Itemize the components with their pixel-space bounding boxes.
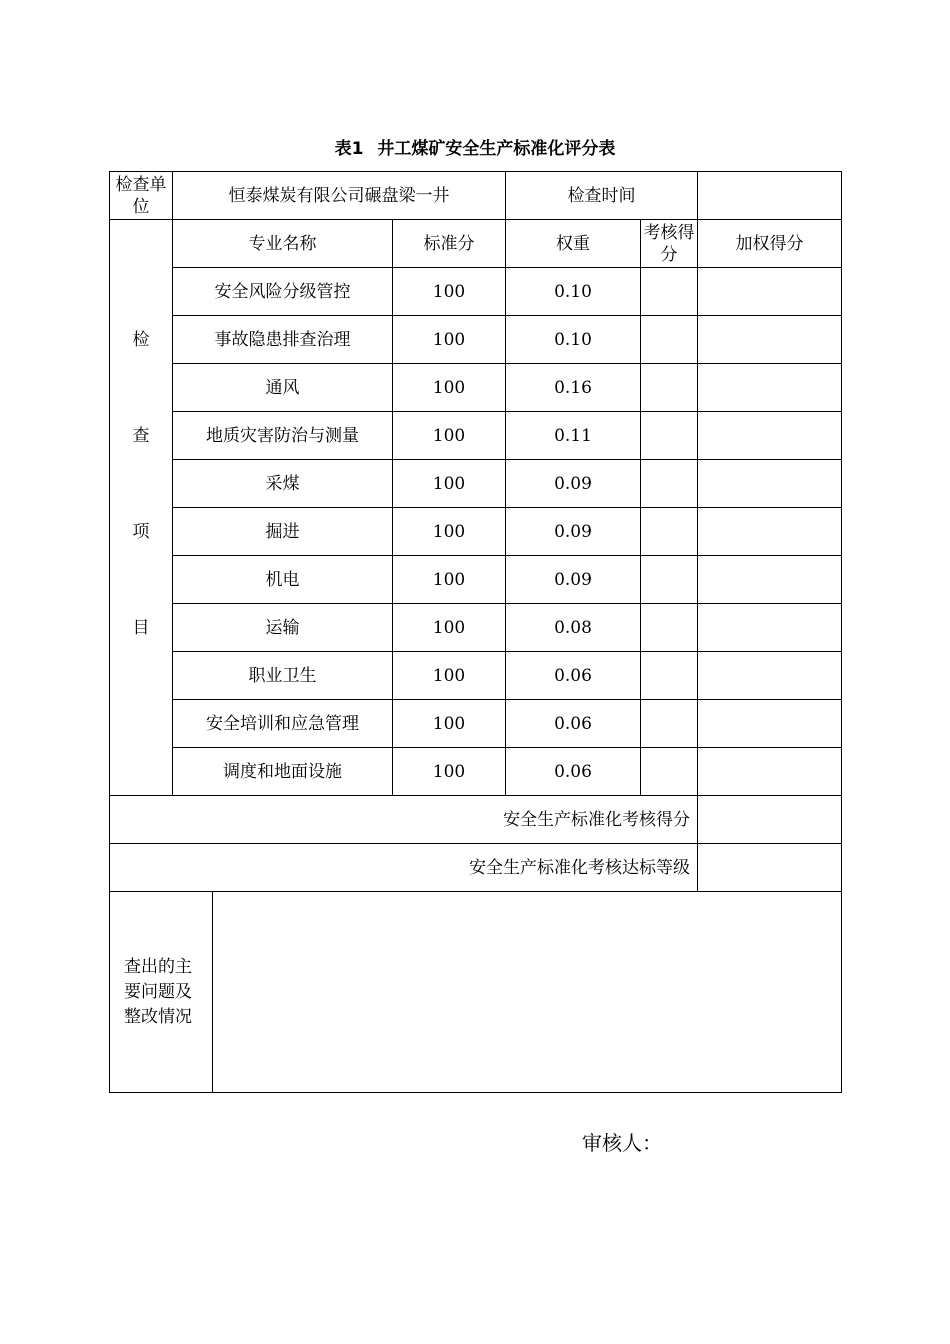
table-row bbox=[110, 604, 842, 652]
table-row bbox=[110, 748, 842, 796]
score-table bbox=[109, 171, 842, 1093]
item-weighted[interactable] bbox=[698, 508, 842, 556]
item-group-char-1: 检 bbox=[132, 329, 150, 350]
table-row bbox=[110, 316, 842, 364]
item-weight: 0.09 bbox=[506, 556, 641, 604]
item-score[interactable] bbox=[641, 412, 698, 460]
table-row bbox=[110, 412, 842, 460]
item-weighted[interactable] bbox=[698, 364, 842, 412]
time-value[interactable] bbox=[698, 172, 842, 220]
item-standard: 100 bbox=[393, 700, 506, 748]
item-group-char-3: 项 bbox=[132, 521, 150, 542]
item-weighted[interactable] bbox=[698, 412, 842, 460]
table-row bbox=[110, 508, 842, 556]
table-row bbox=[110, 652, 842, 700]
table-row bbox=[110, 364, 842, 412]
item-name: 掘进 bbox=[173, 508, 393, 556]
item-standard: 100 bbox=[393, 556, 506, 604]
page-title bbox=[0, 137, 950, 161]
item-weight: 0.09 bbox=[506, 508, 641, 556]
table-title: 井工煤矿安全生产标准化评分表 bbox=[377, 139, 616, 159]
item-weight: 0.10 bbox=[506, 268, 641, 316]
column-header-row bbox=[110, 220, 842, 268]
reviewer-label: 审核人： bbox=[582, 1131, 662, 1155]
item-standard: 100 bbox=[393, 316, 506, 364]
item-score[interactable] bbox=[641, 700, 698, 748]
item-weighted[interactable] bbox=[698, 556, 842, 604]
item-group-char-2: 查 bbox=[132, 425, 150, 446]
item-name: 职业卫生 bbox=[173, 652, 393, 700]
grade-row bbox=[110, 844, 842, 892]
item-name: 采煤 bbox=[173, 460, 393, 508]
item-weighted[interactable] bbox=[698, 316, 842, 364]
table-row bbox=[110, 460, 842, 508]
item-name: 事故隐患排查治理 bbox=[173, 316, 393, 364]
unit-label: 检查单位 bbox=[110, 172, 173, 220]
item-weight: 0.06 bbox=[506, 700, 641, 748]
item-weighted[interactable] bbox=[698, 748, 842, 796]
item-name: 通风 bbox=[173, 364, 393, 412]
item-score[interactable] bbox=[641, 460, 698, 508]
item-weight: 0.11 bbox=[506, 412, 641, 460]
item-name: 地质灾害防治与测量 bbox=[173, 412, 393, 460]
item-weighted[interactable] bbox=[698, 268, 842, 316]
total-score-label: 安全生产标准化考核得分 bbox=[110, 796, 698, 844]
item-score[interactable] bbox=[641, 364, 698, 412]
notes-field[interactable] bbox=[213, 892, 842, 1093]
item-weighted[interactable] bbox=[698, 700, 842, 748]
item-standard: 100 bbox=[393, 652, 506, 700]
item-score[interactable] bbox=[641, 556, 698, 604]
item-weight: 0.09 bbox=[506, 460, 641, 508]
total-score-row bbox=[110, 796, 842, 844]
item-weight: 0.10 bbox=[506, 316, 641, 364]
item-name: 机电 bbox=[173, 556, 393, 604]
table-row bbox=[110, 268, 842, 316]
item-standard: 100 bbox=[393, 364, 506, 412]
item-name: 调度和地面设施 bbox=[173, 748, 393, 796]
col-score: 考核得分 bbox=[641, 220, 698, 268]
item-score[interactable] bbox=[641, 652, 698, 700]
item-weight: 0.06 bbox=[506, 748, 641, 796]
item-weight: 0.06 bbox=[506, 652, 641, 700]
notes-row bbox=[110, 892, 842, 1093]
item-score[interactable] bbox=[641, 604, 698, 652]
item-group-char-4: 目 bbox=[132, 617, 150, 638]
item-name: 安全培训和应急管理 bbox=[173, 700, 393, 748]
item-standard: 100 bbox=[393, 460, 506, 508]
item-group-label bbox=[110, 220, 173, 796]
item-weight: 0.16 bbox=[506, 364, 641, 412]
item-standard: 100 bbox=[393, 268, 506, 316]
item-weight: 0.08 bbox=[506, 604, 641, 652]
header-row bbox=[110, 172, 842, 220]
item-weighted[interactable] bbox=[698, 652, 842, 700]
item-score[interactable] bbox=[641, 508, 698, 556]
item-name: 运输 bbox=[173, 604, 393, 652]
col-standard: 标准分 bbox=[393, 220, 506, 268]
item-weighted[interactable] bbox=[698, 460, 842, 508]
table-number: 表1 bbox=[334, 139, 364, 159]
notes-label: 查出的主要问题及整改情况 bbox=[110, 892, 213, 1093]
item-score[interactable] bbox=[641, 316, 698, 364]
item-name: 安全风险分级管控 bbox=[173, 268, 393, 316]
time-label: 检查时间 bbox=[506, 172, 698, 220]
item-standard: 100 bbox=[393, 412, 506, 460]
item-standard: 100 bbox=[393, 748, 506, 796]
unit-value[interactable]: 恒泰煤炭有限公司碾盘梁一井 bbox=[173, 172, 506, 220]
item-score[interactable] bbox=[641, 748, 698, 796]
col-weight: 权重 bbox=[506, 220, 641, 268]
col-weighted: 加权得分 bbox=[698, 220, 842, 268]
item-standard: 100 bbox=[393, 604, 506, 652]
table-row bbox=[110, 556, 842, 604]
grade-value[interactable] bbox=[698, 844, 842, 892]
col-name: 专业名称 bbox=[173, 220, 393, 268]
table-row bbox=[110, 700, 842, 748]
item-weighted[interactable] bbox=[698, 604, 842, 652]
item-score[interactable] bbox=[641, 268, 698, 316]
total-score-value[interactable] bbox=[698, 796, 842, 844]
item-standard: 100 bbox=[393, 508, 506, 556]
grade-label: 安全生产标准化考核达标等级 bbox=[110, 844, 698, 892]
